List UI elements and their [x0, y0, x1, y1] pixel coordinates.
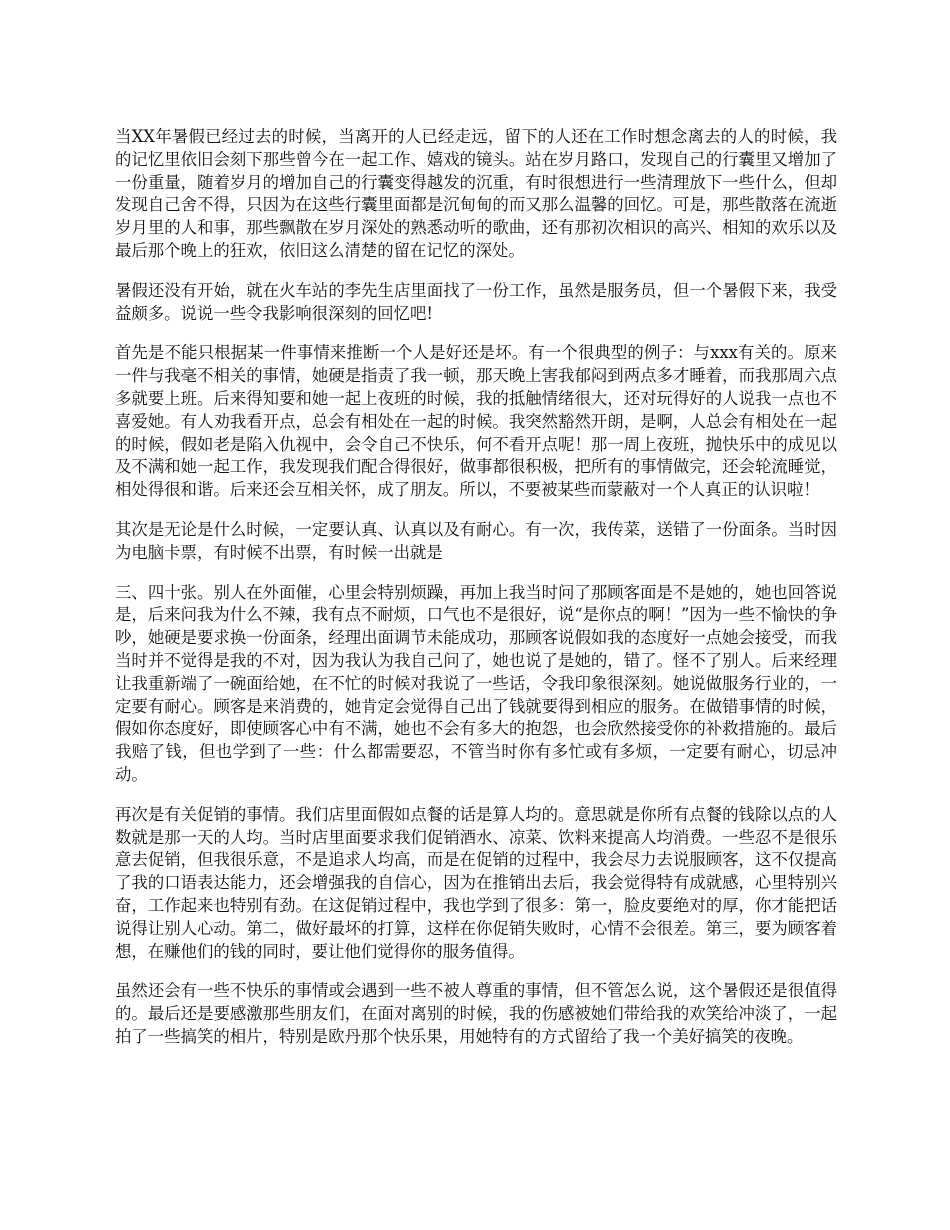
- paragraph-6: 再次是有关促销的事情。我们店里面假如点餐的话是算人均的。意思就是你所有点餐的钱除以点的人数就是那一天的人均。当时店里面要求我们促销酒水、凉菜、饮料来提高人均消费。一些忍不是很乐意去促销，但我很乐意，不是追求人均高，而是在促销的过程中，我会尽力去说服顾客，这不仅提高了我的口语表达能力，还会增强我的自信心，因为在推销出去后，我会觉得特有成就感，心里特别兴奋，工作起来也特别有劲。在这促销过程中，我也学到了很多：第一，脸皮要绝对的厚，你才能把话说得让别人心动。第二，做好最坏的打算，这样在你促销失败时，心情不会很差。第三，要为顾客着想，在赚他们的钱的同时，要让他们觉得你的服务值得。: [115, 804, 837, 961]
- paragraph-2: 暑假还没有开始，就在火车站的李先生店里面找了一份工作，虽然是服务员，但一个暑假下来，我受益颇多。说说一些令我影响很深刻的回忆吧!: [115, 280, 837, 323]
- paragraph-4: 其次是无论是什么时候，一定要认真、认真以及有耐心。有一次，我传菜，送错了一份面条。当时因为电脑卡票，有时候不出票，有时候一出就是: [115, 519, 837, 562]
- document-body: [115, 126, 837, 1066]
- paragraph-3: 首先是不能只根据某一件事情来推断一个人是好还是坏。有一个很典型的例子：与xxx有关的。原来一件与我毫不相关的事情，她硬是指责了我一顿，那天晚上害我郁闷到两点多才睡着，而我那周六点多就要上班。后来得知要和她一起上夜班的时候，我的抵触情绪很大，还对玩得好的人说我一点也不喜爱她。有人劝我看开点，总会有相处在一起的时候。我突然豁然开朗，是啊，人总会有相处在一起的时候，假如老是陷入仇视中，会令自己不快乐，何不看开点呢！那一周上夜班，抛快乐中的成见以及不满和她一起工作，我发现我们配合得很好，做事都很积极，把所有的事情做完，还会轮流睡觉，相处得很和谐。后来还会互相关怀，成了朋友。所以，不要被某些而蒙蔽对一个人真正的认识啦！: [115, 343, 837, 500]
- paragraph-7: 虽然还会有一些不快乐的事情或会遇到一些不被人尊重的事情，但不管怎么说，这个暑假还是很值得的。最后还是要感激那些朋友们，在面对离别的时候，我的伤感被她们带给我的欢笑给冲淡了，一起拍了一些搞笑的相片，特别是欧丹那个快乐果，用她特有的方式留给了我一个美好搞笑的夜晚。: [115, 981, 837, 1046]
- paragraph-1: 当XX年暑假已经过去的时候，当离开的人已经走远，留下的人还在工作时想念离去的人的时候，我的记忆里依旧会刻下那些曾今在一起工作、嬉戏的镜头。站在岁月路口，发现自己的行囊里又增加了一份重量，随着岁月的增加自己的行囊变得越发的沉重，有时很想进行一些清理放下一些什么，但却发现自己舍不得，只因为在这些行囊里面都是沉甸甸的而又那么温馨的回忆。可是，那些散落在流逝岁月里的人和事，那些飘散在岁月深处的熟悉动听的歌曲，还有那初次相识的高兴、相知的欢乐以及最后那个晚上的狂欢，依旧这么清楚的留在记忆的深处。: [115, 127, 837, 260]
- paragraph-5: 三、四十张。别人在外面催，心里会特别烦躁，再加上我当时问了那顾客面是不是她的，她也回答说是，后来问我为什么不辣，我有点不耐烦，口气也不是很好，说“是你点的啊！”因为一些不愉快的争吵，她硬是要求换一份面条，经理出面调节未能成功，那顾客说假如我的态度好一点她会接受，而我当时并不觉得是我的不对，因为我认为我自己问了，她也说了是她的，错了。怪不了别人。后来经理让我重新端了一碗面给她，在不忙的时候对我说了一些话，令我印象很深刻。她说做服务行业的，一定要有耐心。顾客是来消费的，她肯定会觉得自己出了钱就要得到相应的服务。在做错事情的时候，假如你态度好，即使顾客心中有不满，她也不会有多大的抱怨，也会欣然接受你的补救措施的。最后我赔了钱，但也学到了一些：什么都需要忍，不管当时你有多忙或有多烦，一定要有耐心，切忌冲动。: [115, 582, 837, 784]
